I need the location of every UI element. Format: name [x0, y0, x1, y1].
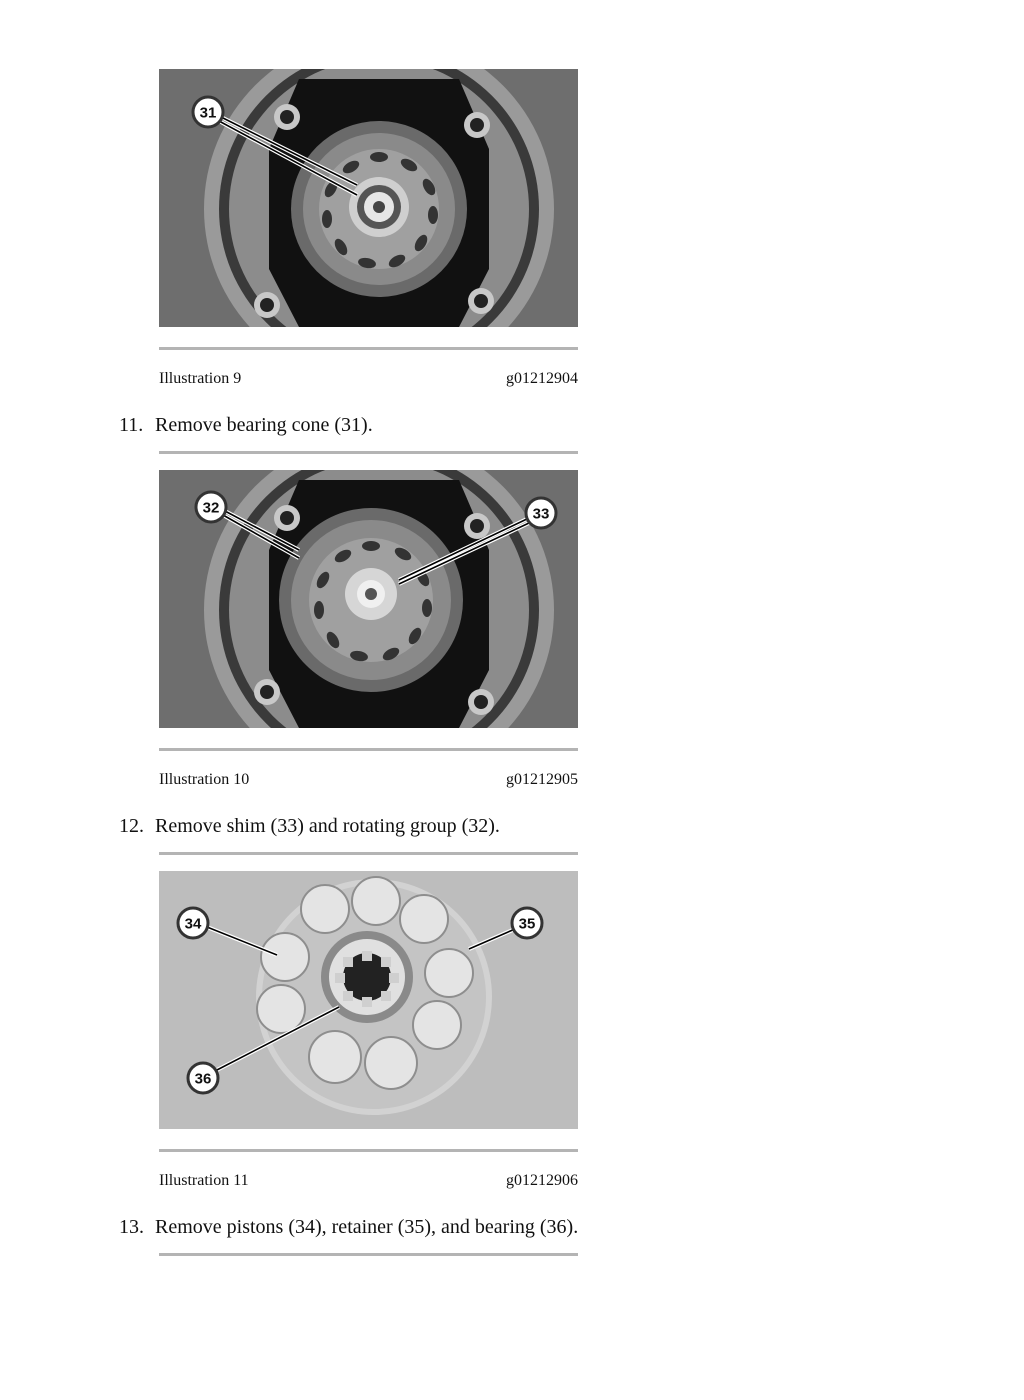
illustration-label: Illustration 11 [159, 1172, 249, 1189]
svg-text:31: 31 [199, 104, 217, 122]
illustration-10-caption [159, 770, 578, 790]
svg-text:33: 33 [532, 505, 550, 523]
divider [159, 451, 578, 454]
svg-text:35: 35 [518, 915, 536, 933]
illustration-code: g01212906 [506, 1172, 578, 1189]
illustration-code: g01212905 [506, 771, 578, 788]
step-number: 13. [119, 1216, 144, 1238]
step-number: 12. [119, 815, 144, 837]
illustration-9-photo [159, 69, 578, 327]
svg-text:32: 32 [202, 499, 220, 517]
illustration-label: Illustration 10 [159, 771, 250, 788]
svg-text:36: 36 [194, 1070, 212, 1088]
step-text: Remove pistons (34), retainer (35), and bearing (36). [155, 1216, 579, 1238]
illustration-10-photo [159, 470, 578, 728]
svg-text:34: 34 [184, 915, 202, 933]
divider [159, 748, 578, 751]
illustration-9-caption [159, 369, 578, 389]
divider [159, 1253, 578, 1256]
step-12 [119, 813, 500, 839]
illustration-code: g01212904 [506, 370, 578, 387]
divider [159, 1149, 578, 1152]
illustration-label: Illustration 9 [159, 370, 242, 387]
step-13 [119, 1214, 578, 1240]
step-text: Remove shim (33) and rotating group (32). [155, 815, 500, 837]
step-text: Remove bearing cone (31). [155, 414, 373, 436]
step-number: 11. [119, 414, 144, 436]
divider [159, 852, 578, 855]
illustration-11-photo [159, 871, 578, 1129]
step-11 [119, 412, 373, 438]
divider [159, 347, 578, 350]
illustration-11-caption [159, 1171, 578, 1191]
